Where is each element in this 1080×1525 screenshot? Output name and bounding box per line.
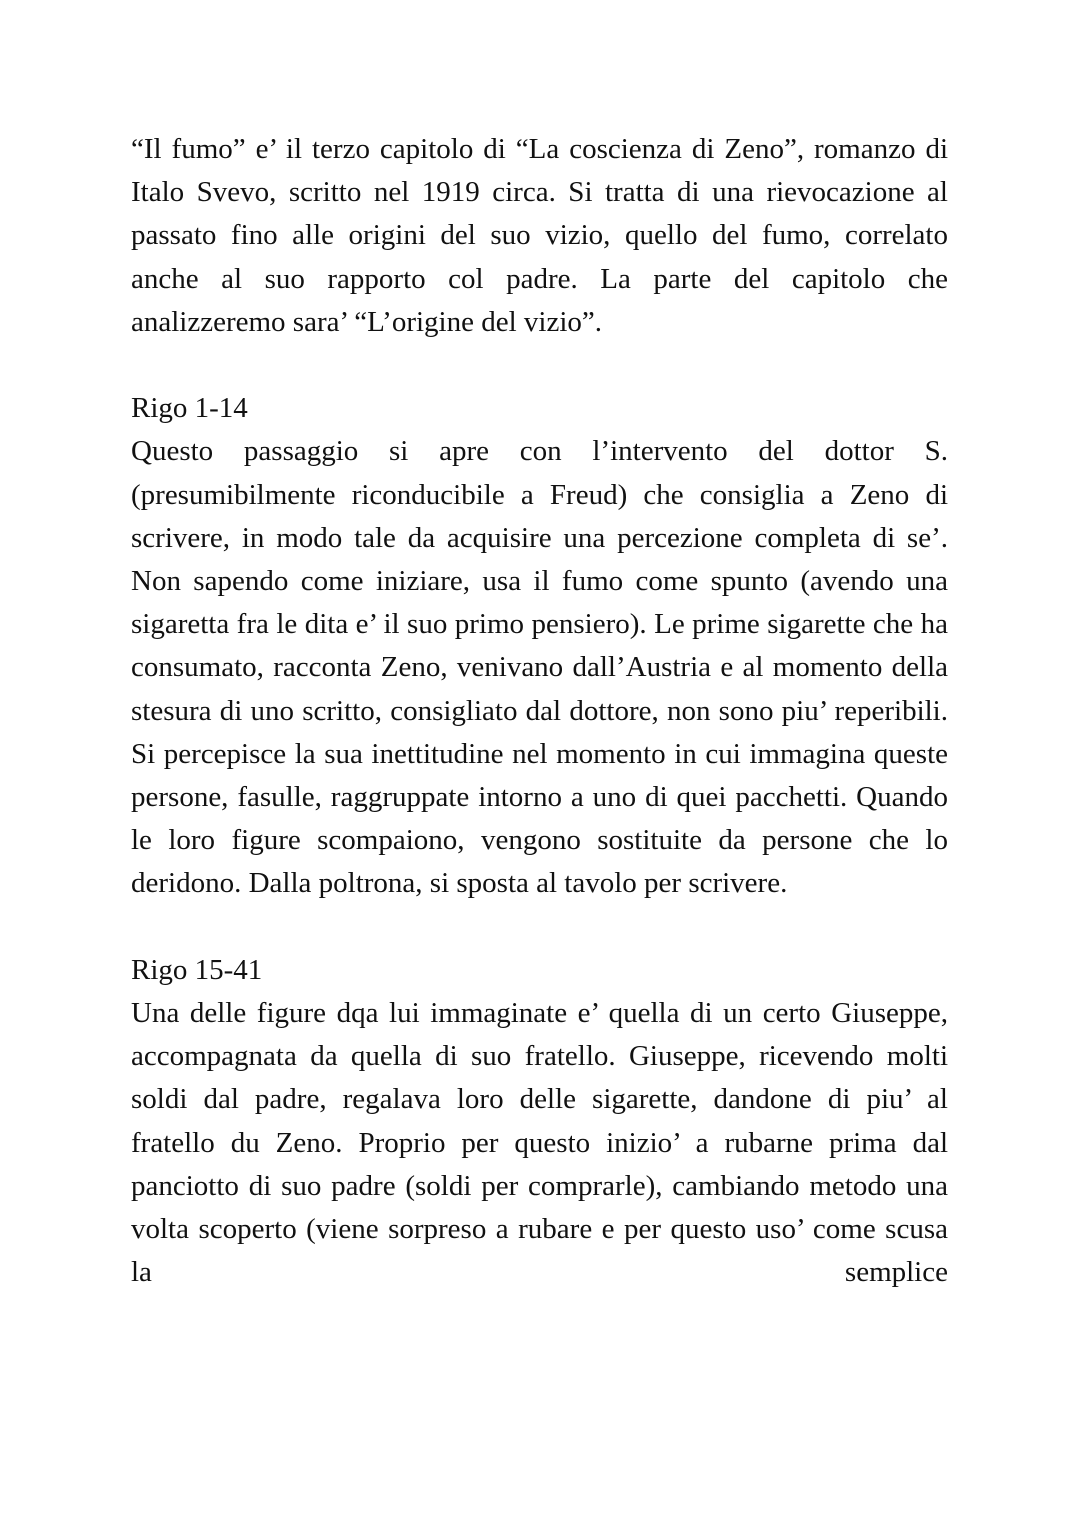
section-body-rigo-15-41: Una delle figure dqa lui immaginate e’ quella di un certo Giuseppe, accompagnata da quella di suo fratello. Giuseppe, ricevendo molti soldi dal padre, regalava loro delle sigarette, dandone di piu’ al fratello du Zeno. Proprio per questo inizio’ a rubarne prima dal panciotto di suo padre (soldi per comprarle), cambiando metodo una volta scoperto (viene sorpreso a rubare e per questo uso’ come scusa la semplice [131, 997, 948, 1289]
section-heading-rigo-15-41: Rigo 15-41 [131, 953, 263, 986]
paragraph-spacer [131, 906, 948, 949]
paragraph-spacer [131, 344, 948, 387]
document-page [131, 128, 948, 1294]
intro-paragraph: “Il fumo” e’ il terzo capitolo di “La coscienza di Zeno”, romanzo di Italo Svevo, scritto nel 1919 circa. Si tratta di una rievocazione al passato fino alle origini del suo vizio, quello del fumo, correlato anche al suo rapporto col padre. La parte del capitolo che analizzeremo sara’ “L’origine del vizio”. [131, 133, 948, 338]
section-body-rigo-1-14: Questo passaggio si apre con l’intervento del dottor S. (presumibilmente riconducibile a Freud) che consiglia a Zeno di scrivere, in modo tale da acquisire una percezione completa di se’. Non sapendo come iniziare, usa il fumo come spunto (avendo una sigaretta fra le dita e’ il suo primo pensiero). Le prime sigarette che ha consumato, racconta Zeno, venivano dall’Austria e al momento della stesura di uno scritto, consigliato dal dottore, non sono piu’ reperibili. Si percepisce la sua inettitudine nel momento in cui immagina queste persone, fasulle, raggruppate intorno a uno di quei pacchetti. Quando le loro figure scompaiono, vengono sostituite da persone che lo deridono. Dalla poltrona, si sposta al tavolo per scrivere. [131, 435, 948, 900]
section-heading-rigo-1-14: Rigo 1-14 [131, 392, 248, 425]
